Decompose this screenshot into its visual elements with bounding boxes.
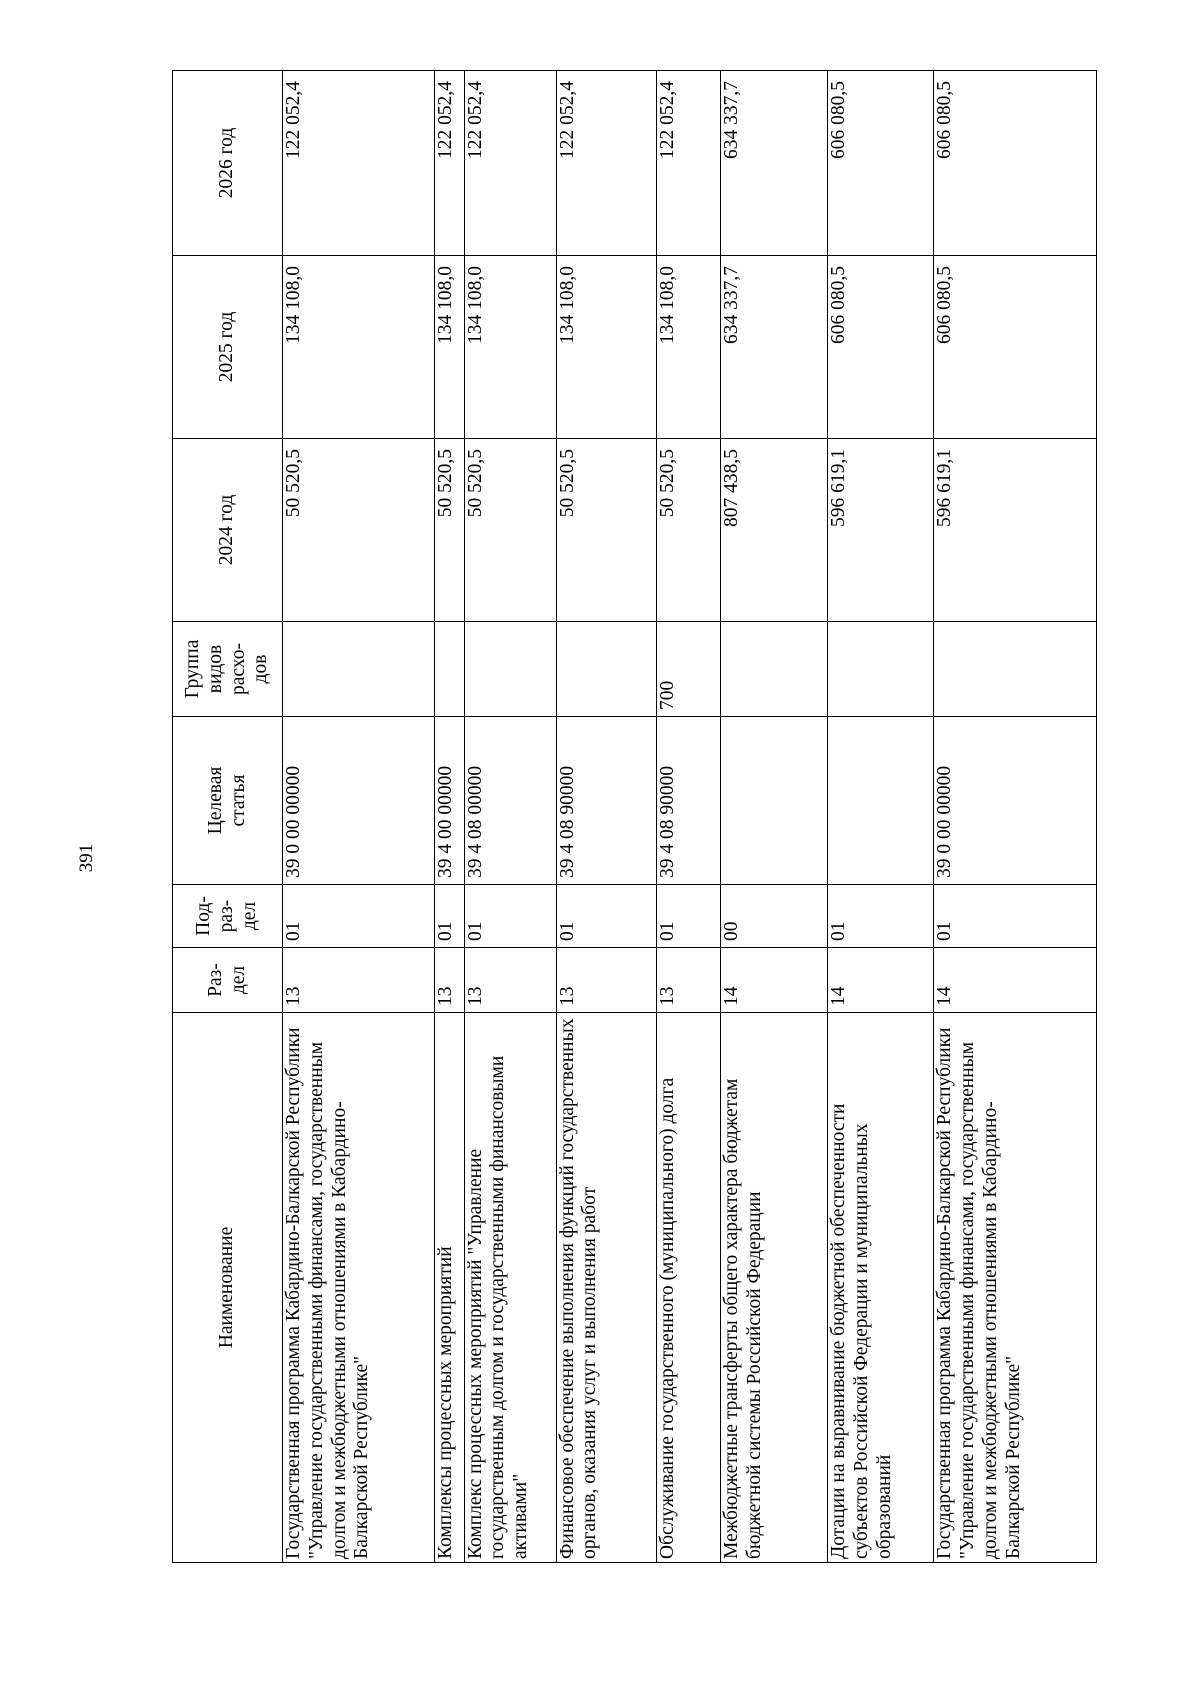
cell-2025: 134 108,0 bbox=[464, 256, 556, 439]
cell-razdel: 14 bbox=[721, 948, 828, 1013]
cell-2025: 134 108,0 bbox=[283, 256, 435, 439]
cell-2024: 50 520,5 bbox=[283, 439, 435, 622]
table-row bbox=[283, 71, 435, 1563]
table-row bbox=[721, 71, 828, 1563]
cell-2026: 606 080,5 bbox=[934, 71, 1097, 256]
cell-name: Финансовое обеспечение выполнения функций государственных органов, оказания услуг и выполнения работ bbox=[556, 1013, 657, 1563]
cell-gruppa bbox=[283, 622, 435, 717]
cell-2025: 134 108,0 bbox=[657, 256, 721, 439]
header-2026: 2026 год bbox=[173, 71, 283, 256]
cell-podrazdel: 01 bbox=[556, 885, 657, 948]
cell-2024: 50 520,5 bbox=[435, 439, 464, 622]
cell-name: Комплекс процессных мероприятий "Управление государственным долгом и государственными финансовыми активами" bbox=[464, 1013, 556, 1563]
cell-celevaya: 39 0 00 00000 bbox=[283, 717, 435, 885]
cell-2025: 134 108,0 bbox=[556, 256, 657, 439]
cell-podrazdel: 01 bbox=[435, 885, 464, 948]
table-row bbox=[464, 71, 556, 1563]
cell-2026: 122 052,4 bbox=[435, 71, 464, 256]
cell-gruppa bbox=[721, 622, 828, 717]
cell-2025: 606 080,5 bbox=[827, 256, 934, 439]
cell-podrazdel: 00 bbox=[721, 885, 828, 948]
header-celevaya: Целевая статья bbox=[173, 717, 283, 885]
cell-2026: 634 337,7 bbox=[721, 71, 828, 256]
table-row bbox=[827, 71, 934, 1563]
cell-celevaya: 39 4 08 00000 bbox=[464, 717, 556, 885]
table-row bbox=[435, 71, 464, 1563]
budget-table-rotated bbox=[172, 71, 1097, 1563]
cell-razdel: 13 bbox=[556, 948, 657, 1013]
cell-name: Дотации на выравнивание бюджетной обеспеченности субъектов Российской Федерации и муниципальных образований bbox=[827, 1013, 934, 1563]
cell-2024: 596 619,1 bbox=[827, 439, 934, 622]
cell-name: Обслуживание государственного (муниципального) долга bbox=[657, 1013, 721, 1563]
cell-name: Комплексы процессных мероприятий bbox=[435, 1013, 464, 1563]
cell-celevaya: 39 0 00 00000 bbox=[934, 717, 1097, 885]
cell-name: Государственная программа Кабардино-Балкарской Республики "Управление государственными финансами, государственным долгом и межбюджетными отношениями в Кабардино-Балкарской Республике" bbox=[934, 1013, 1097, 1563]
cell-2024: 50 520,5 bbox=[464, 439, 556, 622]
cell-podrazdel: 01 bbox=[464, 885, 556, 948]
table-row bbox=[934, 71, 1097, 1563]
cell-2025: 134 108,0 bbox=[435, 256, 464, 439]
header-gruppa: Группа видов расхо- дов bbox=[173, 622, 283, 717]
cell-name: Государственная программа Кабардино-Балкарской Республики "Управление государственными финансами, государственным долгом и межбюджетными отношениями в Кабардино-Балкарской Республике" bbox=[283, 1013, 435, 1563]
cell-2024: 807 438,5 bbox=[721, 439, 828, 622]
header-row bbox=[173, 71, 283, 1563]
cell-2026: 122 052,4 bbox=[657, 71, 721, 256]
cell-gruppa: 700 bbox=[657, 622, 721, 717]
cell-razdel: 13 bbox=[435, 948, 464, 1013]
cell-2026: 122 052,4 bbox=[464, 71, 556, 256]
cell-razdel: 14 bbox=[934, 948, 1097, 1013]
cell-celevaya: 39 4 00 00000 bbox=[435, 717, 464, 885]
header-2024: 2024 год bbox=[173, 439, 283, 622]
cell-gruppa bbox=[464, 622, 556, 717]
cell-2026: 606 080,5 bbox=[827, 71, 934, 256]
cell-celevaya: 39 4 08 90000 bbox=[556, 717, 657, 885]
cell-razdel: 14 bbox=[827, 948, 934, 1013]
cell-gruppa bbox=[556, 622, 657, 717]
cell-2025: 634 337,7 bbox=[721, 256, 828, 439]
cell-gruppa bbox=[827, 622, 934, 717]
cell-gruppa bbox=[435, 622, 464, 717]
cell-2026: 122 052,4 bbox=[283, 71, 435, 256]
cell-podrazdel: 01 bbox=[657, 885, 721, 948]
page-number: 391 bbox=[76, 843, 97, 873]
header-2025: 2025 год bbox=[173, 256, 283, 439]
cell-celevaya bbox=[721, 717, 828, 885]
cell-2024: 50 520,5 bbox=[657, 439, 721, 622]
cell-2024: 50 520,5 bbox=[556, 439, 657, 622]
cell-podrazdel: 01 bbox=[934, 885, 1097, 948]
cell-razdel: 13 bbox=[283, 948, 435, 1013]
header-name: Наименование bbox=[173, 1013, 283, 1563]
cell-podrazdel: 01 bbox=[827, 885, 934, 948]
cell-name: Межбюджетные трансферты общего характера бюджетам бюджетной системы Российской Федерации bbox=[721, 1013, 828, 1563]
header-razdel: Раз- дел bbox=[173, 948, 283, 1013]
cell-2024: 596 619,1 bbox=[934, 439, 1097, 622]
cell-celevaya bbox=[827, 717, 934, 885]
cell-razdel: 13 bbox=[657, 948, 721, 1013]
table-row bbox=[657, 71, 721, 1563]
cell-2025: 606 080,5 bbox=[934, 256, 1097, 439]
cell-gruppa bbox=[934, 622, 1097, 717]
cell-razdel: 13 bbox=[464, 948, 556, 1013]
budget-table bbox=[172, 70, 1097, 1563]
header-podrazdel: Под- раз- дел bbox=[173, 885, 283, 948]
cell-podrazdel: 01 bbox=[283, 885, 435, 948]
cell-2026: 122 052,4 bbox=[556, 71, 657, 256]
cell-celevaya: 39 4 08 90000 bbox=[657, 717, 721, 885]
table-row bbox=[556, 71, 657, 1563]
